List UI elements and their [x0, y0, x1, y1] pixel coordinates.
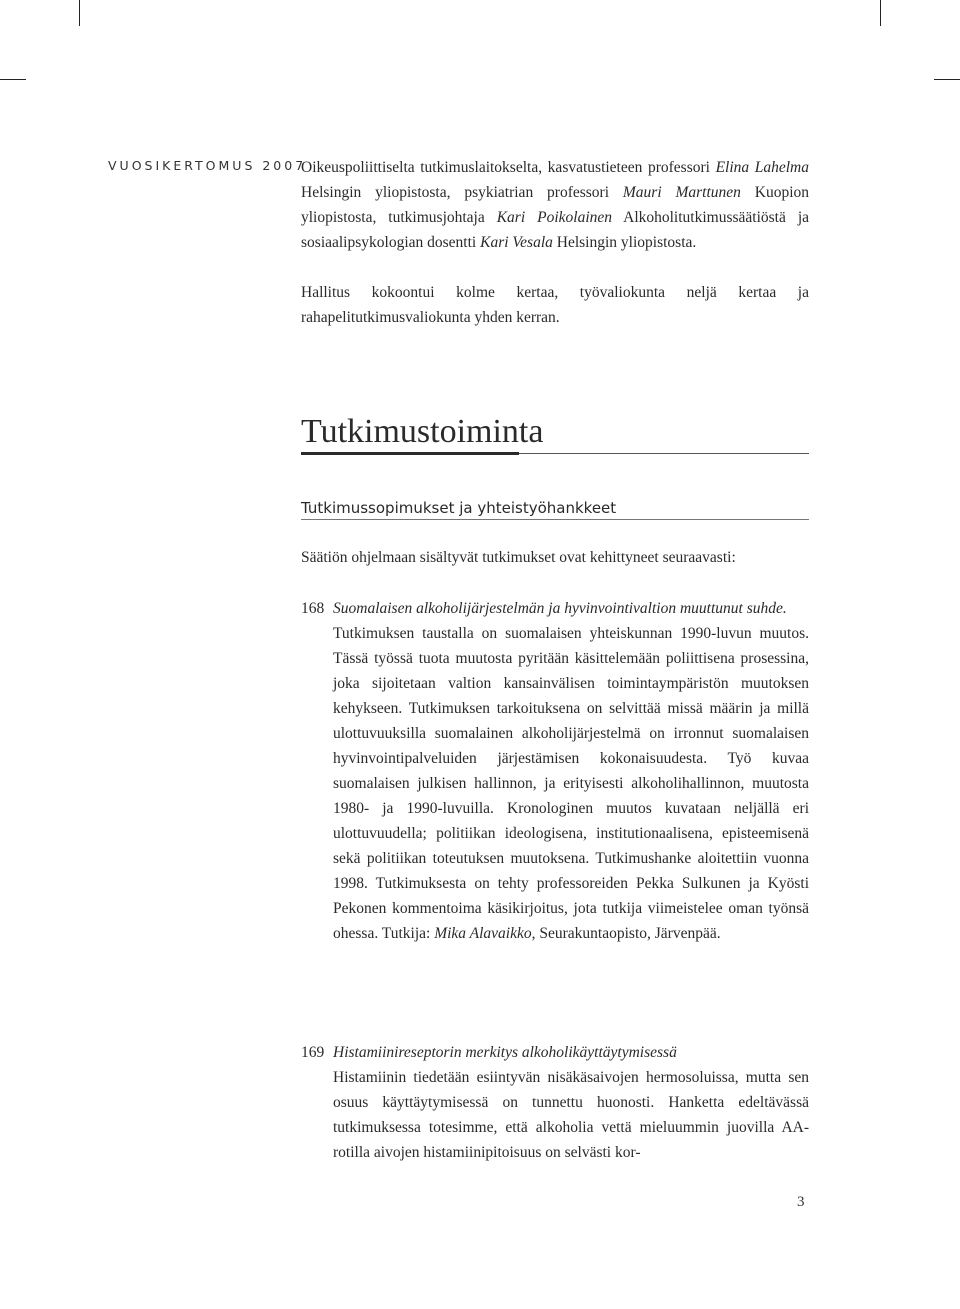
entry-number-168: 168 [301, 600, 325, 617]
text-run: Oikeuspoliittiselta tutkimuslaitokselta, kasvatustieteen professori [301, 159, 716, 176]
text-run: , Seurakuntaopisto, Järvenpää. [531, 925, 721, 942]
section-lead: Säätiön ohjelmaan sisältyvät tutkimukset ovat kehittyneet seuraavasti: [301, 549, 736, 566]
entry-body [333, 621, 809, 946]
text-run: Helsingin yliopistosta. [552, 234, 697, 251]
entry-number-169: 169 [301, 1044, 325, 1061]
section-rule-thin [519, 453, 809, 454]
entry-168 [333, 596, 809, 946]
entry-title: Histamiinireseptorin merkitys alkoholikäyttäytymisessä [333, 1044, 677, 1061]
text-run: Tutkimuksen taustalla on suomalaisen yhteiskunnan 1990-luvun muutos. Tässä työssä tuota muutosta pyritään käsittelemään poliittisena prosessina, joka sijoitetaan valtion kansainvälisen toimintaympäristön muutoksen kehykseen. Tutkimuksen tarkoituksena on selvittää missä määrin ja millä ulottuvuuksilla suomalainen alkoholijärjestelmä on irronnut suomalaisen hyvinvointipalveluiden järjestämisen kokonaisuudesta. Työ kuvaa suomalaisen julkisen hallinnon, ja erityisesti alkoholihallinnon, muutosta 1980- ja 1990-luvuilla. Kronologinen muutos kuvataan neljällä eri ulottuvuudella; politiikan ideologisena, institutionaalisena, episteemisenä sekä politiikan toteutuksen muutoksena. Tutkimushanke aloitettiin vuonna 1998. Tutkimuksesta on tehty professoreiden Pekka Sulkunen ja Kyösti Pekonen kommentoima käsikirjoitus, jota tutkija viimeistelee oman työnsä ohessa. Tutkija: [333, 625, 809, 942]
text-run: Helsingin yliopistosta, psykiatrian professori [301, 184, 623, 201]
text-run: Histamiinin tiedetään esiintyvän nisäkäsaivojen hermosoluissa, mutta sen osuus käyttäytymisessä on tunnettu huonosti. Hanketta edeltävässä tutkimuksessa totesimme, että alkoholia vettä mieluummin juovilla AA-rotilla aivojen histamiinipitoisuus on selvästi kor- [333, 1069, 809, 1161]
page-number: 3 [797, 1194, 805, 1210]
intro-paragraph-2: Hallitus kokoontui kolme kertaa, työvaliokunta neljä kertaa ja rahapelitutkimusvaliokunta yhden kerran. [301, 284, 809, 326]
crop-mark-top-right [880, 0, 881, 26]
italic-name: Elina Lahelma [715, 159, 809, 176]
crop-mark-right-top [934, 79, 960, 80]
intro-block [301, 155, 809, 330]
intro-paragraph-1 [301, 155, 809, 255]
subsection-rule [301, 519, 809, 520]
crop-mark-top-left [79, 0, 80, 26]
italic-name: Mika Alavaikko [434, 925, 532, 942]
crop-mark-left-top [0, 79, 26, 80]
section-lead-block [301, 545, 809, 570]
running-head: VUOSIKERTOMUS 2007 [108, 158, 307, 173]
italic-name: Kari Poikolainen [496, 209, 613, 226]
italic-name: Mauri Marttunen [622, 184, 741, 201]
text-run: Alkoholitutkimussäätiöstä ja sosiaalipsykologian dosentti [301, 209, 810, 251]
entry-169 [333, 1040, 809, 1165]
entry-title: Suomalaisen alkoholijärjestelmän ja hyvinvointivaltion muuttunut suhde. [333, 600, 787, 617]
section-title: Tutkimustoiminta [301, 413, 544, 450]
text-run: Kuopion yliopistosta, tutkimusjohtaja [301, 184, 810, 226]
italic-name: Kari Vesala [480, 234, 553, 251]
subsection-title: Tutkimussopimukset ja yhteistyöhankkeet [301, 499, 617, 517]
entry-body [333, 1065, 809, 1165]
section-rule-thick [301, 452, 519, 455]
